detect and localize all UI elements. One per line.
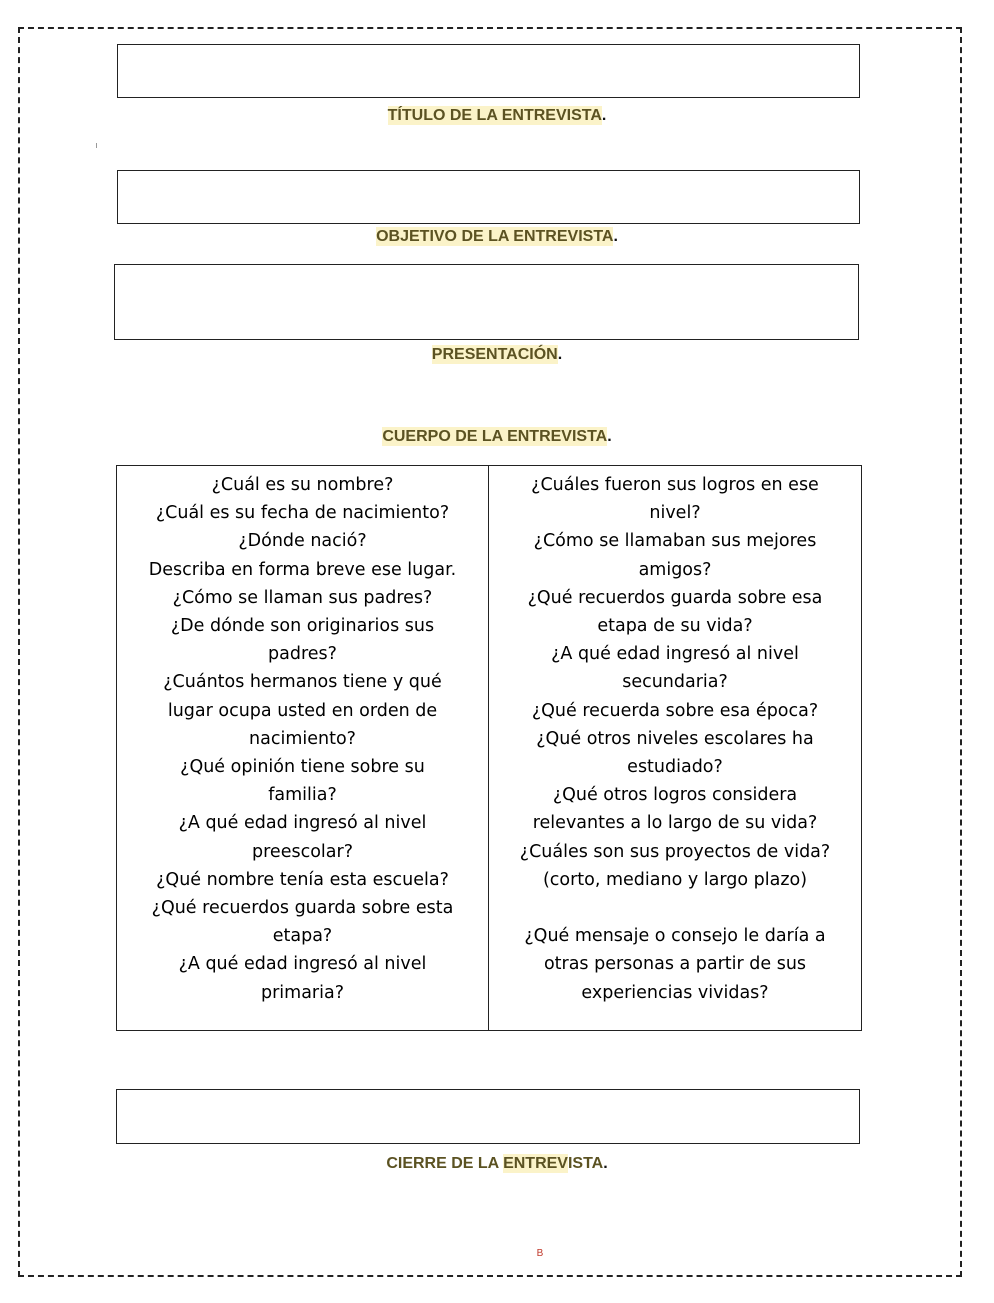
presentacion-label: PRESENTACIÓN. [431, 346, 563, 363]
questions-right-column [489, 466, 861, 1030]
question-line: ¿A qué edad ingresó al nivel [178, 813, 427, 834]
objetivo-input-box[interactable] [117, 170, 860, 224]
question-line: ¿Cuántos hermanos tiene y qué [163, 672, 442, 693]
cuerpo-label: CUERPO DE LA ENTREVISTA. [382, 428, 612, 445]
titulo-input-box[interactable] [117, 44, 860, 98]
presentacion-input-box[interactable] [114, 264, 859, 340]
question-line: ¿De dónde son originarios sus [170, 616, 435, 637]
titulo-label: TÍTULO DE LA ENTREVISTA. [387, 107, 607, 124]
question-line: primaria? [260, 982, 344, 1003]
question-line: etapa? [272, 926, 333, 947]
cierre-label: CIERRE DE LA ENTREVISTA. [386, 1155, 608, 1172]
question-line: ¿Dónde nació? [238, 531, 367, 552]
objetivo-label: OBJETIVO DE LA ENTREVISTA. [376, 228, 618, 245]
question-line: ¿Qué recuerdos guarda sobre esta [151, 898, 454, 919]
question-line: secundaria? [622, 672, 728, 693]
question-line: familia? [268, 785, 337, 806]
question-line: ¿A qué edad ingresó al nivel [178, 954, 427, 975]
question-line: ¿A qué edad ingresó al nivel [551, 644, 799, 665]
question-line: lugar ocupa usted en orden de [167, 700, 438, 721]
question-line: ¿Qué otros logros considera [552, 785, 798, 806]
cierre-input-box[interactable] [116, 1089, 860, 1144]
questions-left-column [117, 466, 489, 1030]
question-line: ¿Qué mensaje o consejo le daría a [524, 926, 826, 947]
page-marker: B [536, 1248, 544, 1259]
question-line: Describa en forma breve ese lugar. [148, 559, 457, 580]
question-line: (corto, mediano y largo plazo) [542, 869, 808, 890]
question-line: ¿Cómo se llaman sus padres? [172, 587, 433, 608]
question-line: otras personas a partir de sus [543, 954, 807, 975]
question-line: amigos? [638, 559, 712, 580]
question-line: nacimiento? [249, 728, 356, 749]
questions-table [116, 465, 862, 1031]
question-line [489, 894, 861, 922]
question-line: ¿Qué recuerdos guarda sobre esa [527, 587, 823, 608]
question-line: ¿Cómo se llamaban sus mejores [533, 531, 817, 552]
question-line: nivel? [649, 503, 701, 524]
question-line: ¿Qué otros niveles escolares ha [536, 728, 814, 749]
question-line: estudiado? [627, 757, 723, 778]
question-line: ¿Cuáles son sus proyectos de vida? [519, 841, 831, 862]
question-line: etapa de su vida? [597, 616, 753, 637]
question-line: ¿Cuáles fueron sus logros en ese [531, 475, 819, 495]
question-line: ¿Qué recuerda sobre esa época? [531, 700, 819, 721]
question-line: ¿Qué opinión tiene sobre su [180, 757, 425, 778]
question-line: relevantes a lo largo de su vida? [532, 813, 818, 834]
stray-mark [96, 143, 97, 148]
question-line: ¿Cuál es su fecha de nacimiento? [155, 503, 450, 524]
question-line: experiencias vividas? [581, 982, 769, 1003]
question-line: padres? [268, 644, 337, 665]
question-line: ¿Qué nombre tenía esta escuela? [156, 869, 449, 890]
question-line: ¿Cuál es su nombre? [211, 475, 394, 495]
question-line: preescolar? [252, 841, 353, 862]
